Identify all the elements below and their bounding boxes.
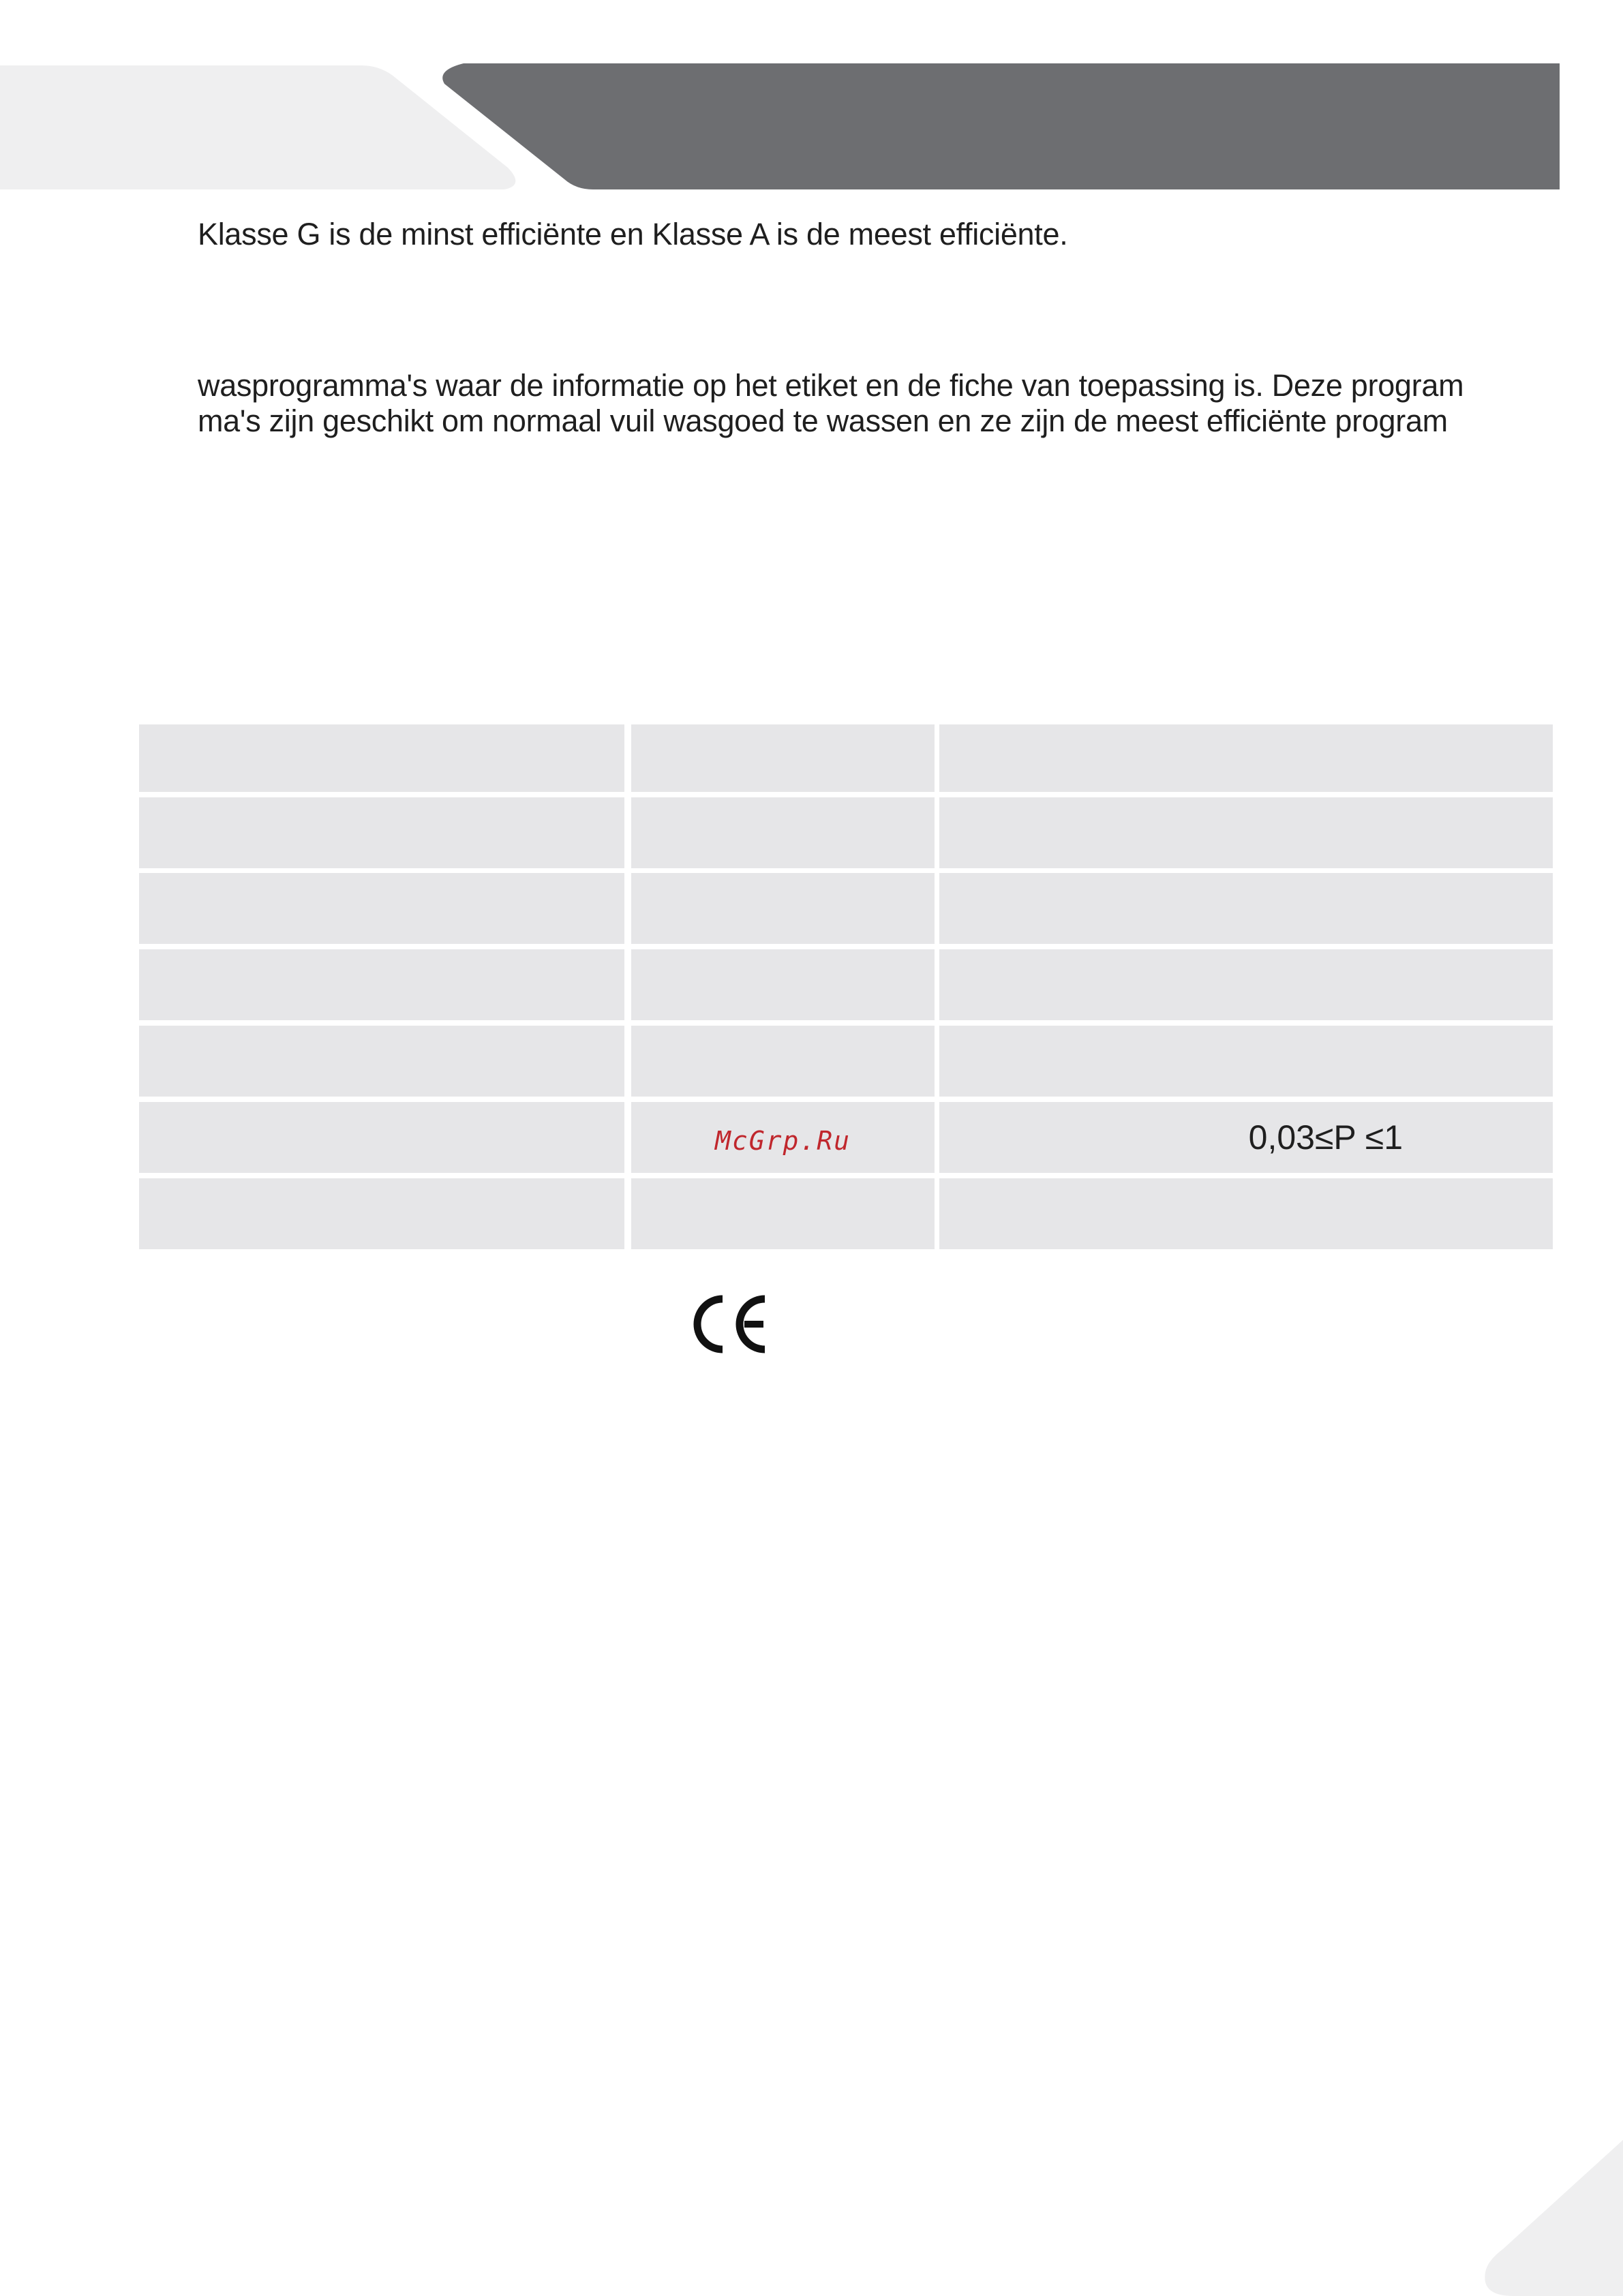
table-cell (139, 1178, 624, 1249)
header-title-band (436, 63, 1561, 189)
table-cell (139, 797, 624, 868)
programs-paragraph-line-2: ma's zijn geschikt om normaal vuil wasgoed te wassen en ze zijn de meest efficiënte program (198, 403, 1448, 438)
table-cell (631, 1178, 935, 1249)
ce-mark-icon (690, 1294, 772, 1355)
table-cell (939, 1102, 1553, 1173)
table-row (139, 1178, 1553, 1249)
table-row (139, 1026, 1553, 1097)
table-row (139, 1102, 1553, 1173)
energy-class-sentence: Klasse G is de minst efficiënte en Klasse A is de meest efficiënte. (198, 217, 1068, 251)
table-cell (139, 1102, 624, 1173)
table-cell (631, 724, 935, 792)
table-cell (631, 1102, 935, 1173)
page-corner-decoration (1472, 2140, 1623, 2296)
table-cell (139, 949, 624, 1020)
table-cell (939, 1026, 1553, 1097)
table-cell (631, 949, 935, 1020)
programs-paragraph-line-1: wasprogramma's waar de informatie op het etiket en de fiche van toepassing is. Deze program (198, 368, 1464, 403)
table-cell (939, 724, 1553, 792)
table-cell (139, 873, 624, 944)
table-row (139, 724, 1553, 792)
watermark-text: McGrp.Ru (714, 1126, 851, 1156)
table-cell (139, 724, 624, 792)
table-row (139, 873, 1553, 944)
table-row (139, 949, 1553, 1020)
table-cell (631, 1026, 935, 1097)
table-cell (139, 1026, 624, 1097)
table-cell (939, 873, 1553, 944)
table-cell (631, 873, 935, 944)
table-cell (939, 949, 1553, 1020)
table-row (139, 797, 1553, 868)
power-range-value: 0,03≤P ≤1 (1248, 1118, 1403, 1157)
table-cell (939, 1178, 1553, 1249)
table-cell (631, 797, 935, 868)
table-cell (939, 797, 1553, 868)
